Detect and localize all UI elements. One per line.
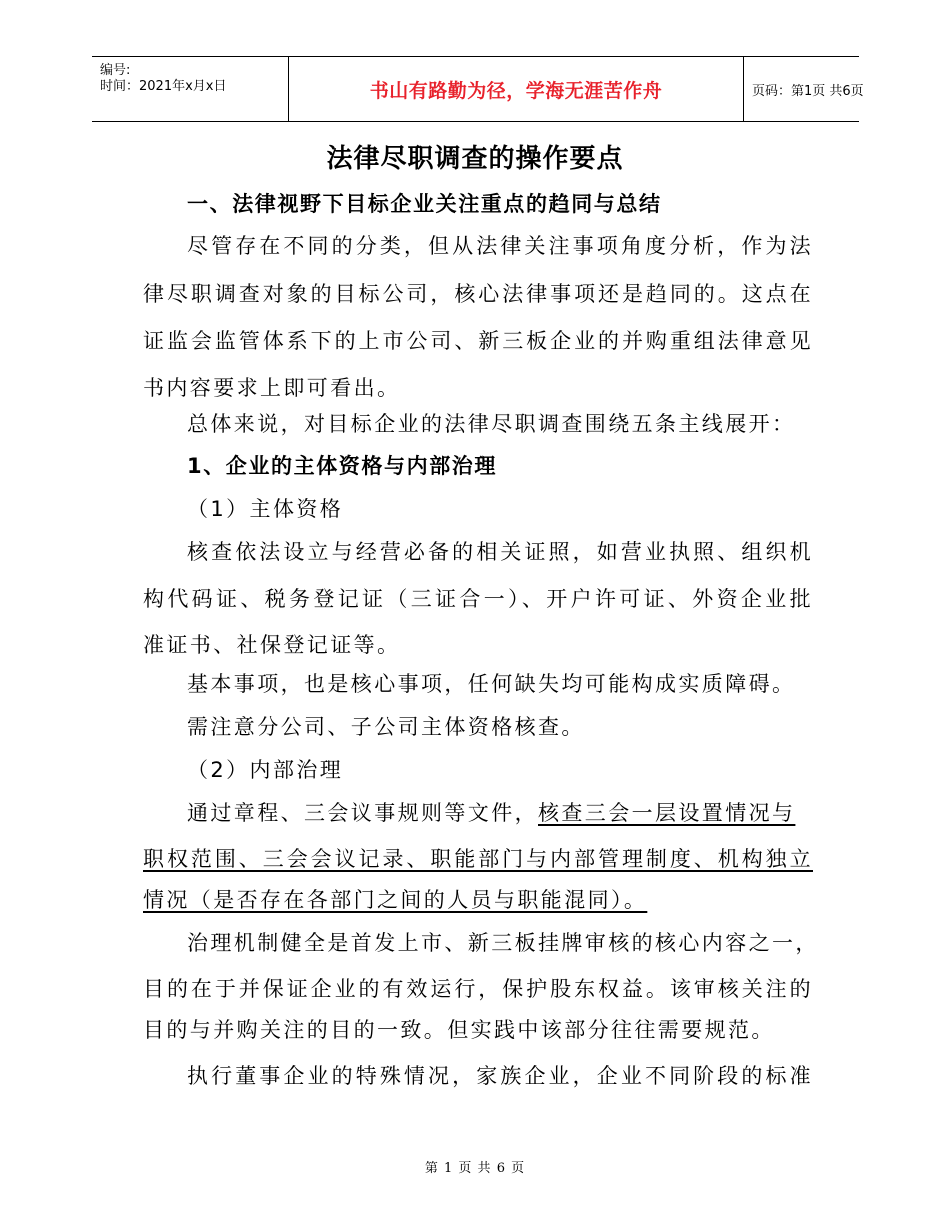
paragraph-line: 需注意分公司、子公司主体资格核查。: [187, 715, 585, 739]
underlined-line: 职权范围、三会会议记录、职能部门与内部管理制度、机构独立: [143, 847, 813, 871]
header-table: [92, 56, 864, 122]
paragraph-line: 构代码证、税务登记证（三证合一）、开户许可证、外资企业批: [143, 587, 813, 611]
paragraph-line: 准证书、社保登记证等。: [143, 633, 401, 657]
header-motto: 书山有路勤为径，学海无涯苦作舟: [369, 79, 663, 102]
paragraph-line: 尽管存在不同的分类，但从法律关注事项角度分析，作为法: [187, 234, 813, 258]
subsection-item: （2）内部治理: [187, 758, 344, 782]
underlined-line: 情况（是否存在各部门之间的人员与职能混同）。: [143, 888, 648, 912]
paragraph-line: 执行董事企业的特殊情况，家族企业，企业不同阶段的标准: [187, 1064, 813, 1088]
paragraph-line: 治理机制健全是首发上市、新三板挂牌审核的核心内容之一，: [187, 931, 819, 955]
paragraph-line: 目的在于并保证企业的有效运行，保护股东权益。该审核关注的: [143, 977, 813, 1001]
document-title: 法律尽职调查的操作要点: [326, 144, 624, 174]
header-page-info: 页码：第1页 共6页: [752, 83, 864, 99]
section-heading: 一、法律视野下目标企业关注重点的趋同与总结: [187, 192, 662, 216]
paragraph-line: 证监会监管体系下的上市公司、新三板企业的并购重组法律意见: [143, 329, 813, 353]
paragraph-line: [187, 799, 813, 827]
paragraph-line: 核查依法设立与经营必备的相关证照，如营业执照、组织机: [187, 540, 813, 564]
page-footer: 第 1 页 共 6 页: [424, 1161, 526, 1176]
paragraph-line: 目的与并购关注的目的一致。但实践中该部分往往需要规范。: [143, 1018, 775, 1042]
paragraph-text: 通过章程、三会议事规则等文件，: [187, 801, 538, 825]
subsection-item: （1）主体资格: [187, 497, 344, 521]
header-meta-cell: [92, 57, 288, 121]
paragraph-line: 书内容要求上即可看出。: [143, 376, 401, 400]
subsection-heading: 1、企业的主体资格与内部治理: [187, 454, 498, 478]
document-time-label: 时间：2021年x月x日: [100, 79, 227, 94]
header-page-cell: [744, 57, 864, 121]
underlined-text: 核查三会一层设置情况与: [538, 801, 796, 825]
paragraph-line: 总体来说，对目标企业的法律尽职调查围绕五条主线展开：: [187, 412, 796, 436]
paragraph-line: 基本事项，也是核心事项，任何缺失均可能构成实质障碍。: [187, 672, 796, 696]
document-number-label: 编号:: [100, 63, 131, 78]
paragraph-line: 律尽职调查对象的目标公司，核心法律事项还是趋同的。这点在: [143, 282, 813, 306]
header-motto-cell: [288, 57, 744, 121]
